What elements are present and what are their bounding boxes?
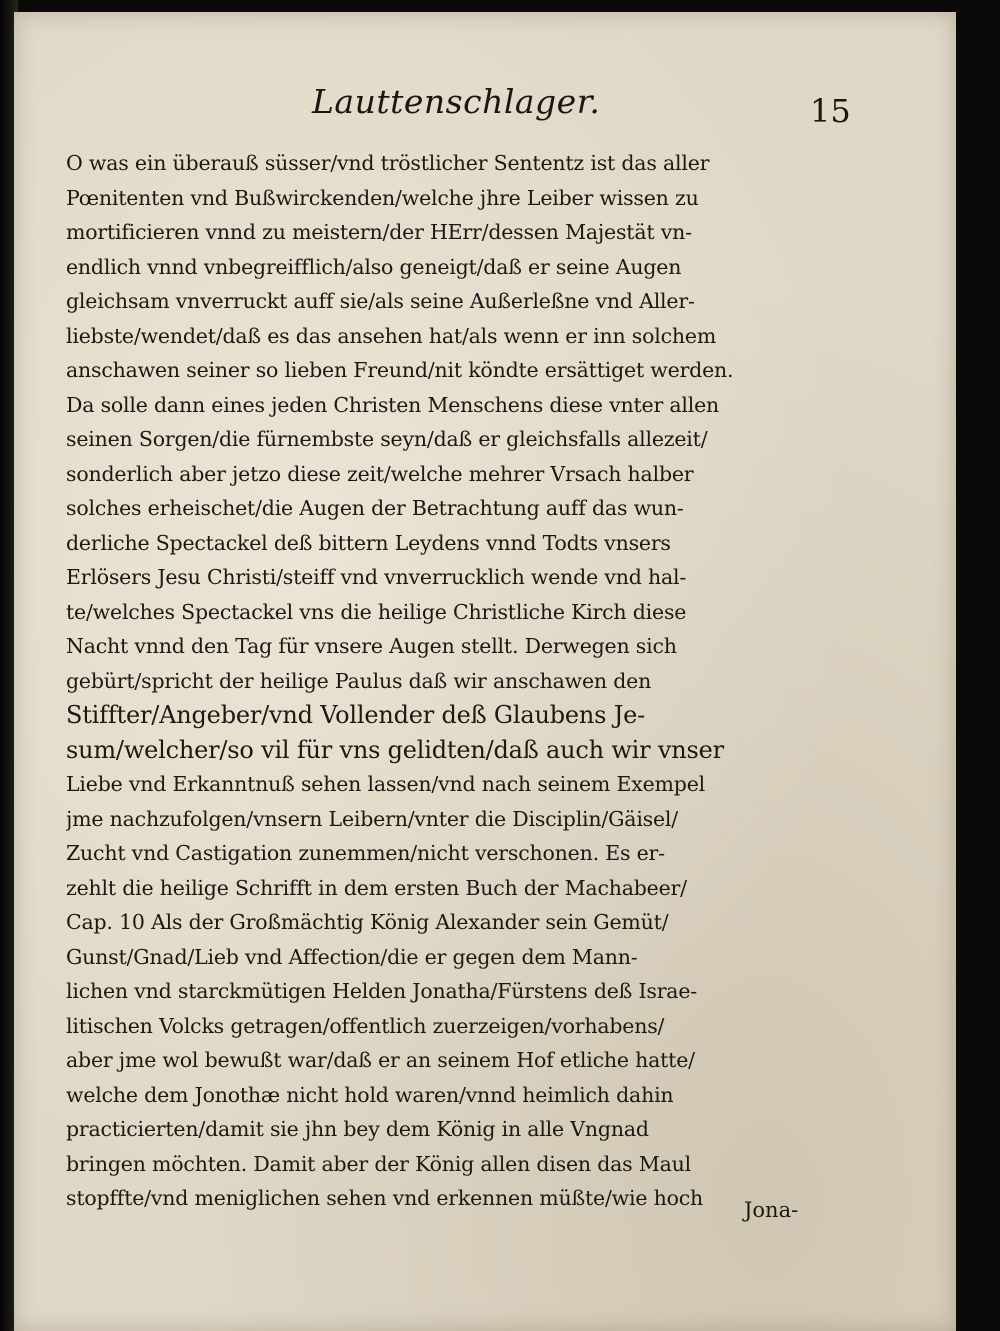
text-line: Da solle dann eines jeden Christen Menschens diese vnter allen [66, 392, 720, 417]
text-line: stopffte/vnd meniglichen sehen vnd erkennen müßte/wie hoch [66, 1186, 704, 1210]
text-line: Liebe vnd Erkanntnuß sehen lassen/vnd nach seinem Exempel [66, 772, 705, 796]
text-line: Cap. 10 Als der Großmächtig König Alexander sein Gemüt/ [66, 910, 669, 934]
text-line: gleichsam vnverruckt auff sie/als seine Außerleßne vnd Aller- [66, 289, 695, 313]
text-line: litischen Volcks getragen/offentlich zuerzeigen/vorhabens/ [66, 1013, 665, 1038]
text-line: Nacht vnnd den Tag für vnsere Augen stellt. Derwegen sich [66, 634, 677, 658]
text-line: O was ein überauß süsser/vnd tröstlicher Sententz ist das aller [66, 151, 710, 175]
text-line: welche dem Jonothæ nicht hold waren/vnnd heimlich dahin [66, 1082, 674, 1107]
page-number: 15 [810, 92, 851, 130]
text-line: anschawen seiner so lieben Freund/nit köndte ersättiget werden. [66, 358, 734, 382]
text-line: zehlt die heilige Schrifft in dem ersten Buch der Machabeer/ [66, 875, 687, 900]
text-line: Zucht vnd Castigation zunemmen/nicht verschonen. Es er- [66, 841, 665, 865]
text-line: seinen Sorgen/die fürnembste seyn/daß er gleichsfalls allezeit/ [66, 427, 708, 451]
catchword: Jona- [744, 1198, 799, 1222]
text-line: jme nachzufolgen/vnsern Leibern/vnter die Disciplin/Gäisel/ [66, 806, 678, 831]
body-text [66, 146, 846, 1216]
text-line: bringen möchten. Damit aber der König allen disen das Maul [66, 1151, 691, 1176]
running-title: Lauttenschlager. [312, 82, 601, 121]
text-line: gebürt/spricht der heilige Paulus daß wir anschawen den [66, 668, 652, 693]
text-line: lichen vnd starckmütigen Helden Jonatha/Fürstens deß Israe- [66, 979, 697, 1003]
text-line: Erlösers Jesu Christi/steiff vnd vnverrucklich wende vnd hal- [66, 565, 687, 589]
text-line: practicierten/damit sie jhn bey dem König in alle Vngnad [66, 1117, 649, 1141]
text-line: aber jme wol bewußt war/daß er an seinem Hof etliche hatte/ [66, 1048, 695, 1072]
text-line: derliche Spectackel deß bittern Leydens vnnd Todts vnsers [66, 530, 671, 555]
text-line: Pœnitenten vnd Bußwirckenden/welche jhre Leiber wissen zu [66, 185, 699, 210]
text-line: mortificieren vnnd zu meistern/der HErr/dessen Majestät vn- [66, 220, 692, 244]
text-line: solches erheischet/die Augen der Betrachtung auff das wun- [66, 496, 684, 520]
page-header [14, 82, 956, 142]
book-page [14, 12, 956, 1331]
text-line: liebste/wendet/daß es das ansehen hat/als wenn er inn solchem [66, 323, 717, 348]
text-line: sum/welcher/so vil für vns gelidten/daß auch wir vnser [66, 735, 724, 764]
text-line: Stiffter/Angeber/vnd Vollender deß Glaubens Je- [66, 701, 646, 729]
text-line: te/welches Spectackel vns die heilige Christliche Kirch diese [66, 599, 687, 624]
text-line: endlich vnnd vnbegreifflich/also geneigt/daß er seine Augen [66, 254, 682, 279]
text-line: sonderlich aber jetzo diese zeit/welche mehrer Vrsach halber [66, 461, 694, 486]
text-line: Gunst/Gnad/Lieb vnd Affection/die er gegen dem Mann- [66, 944, 638, 969]
